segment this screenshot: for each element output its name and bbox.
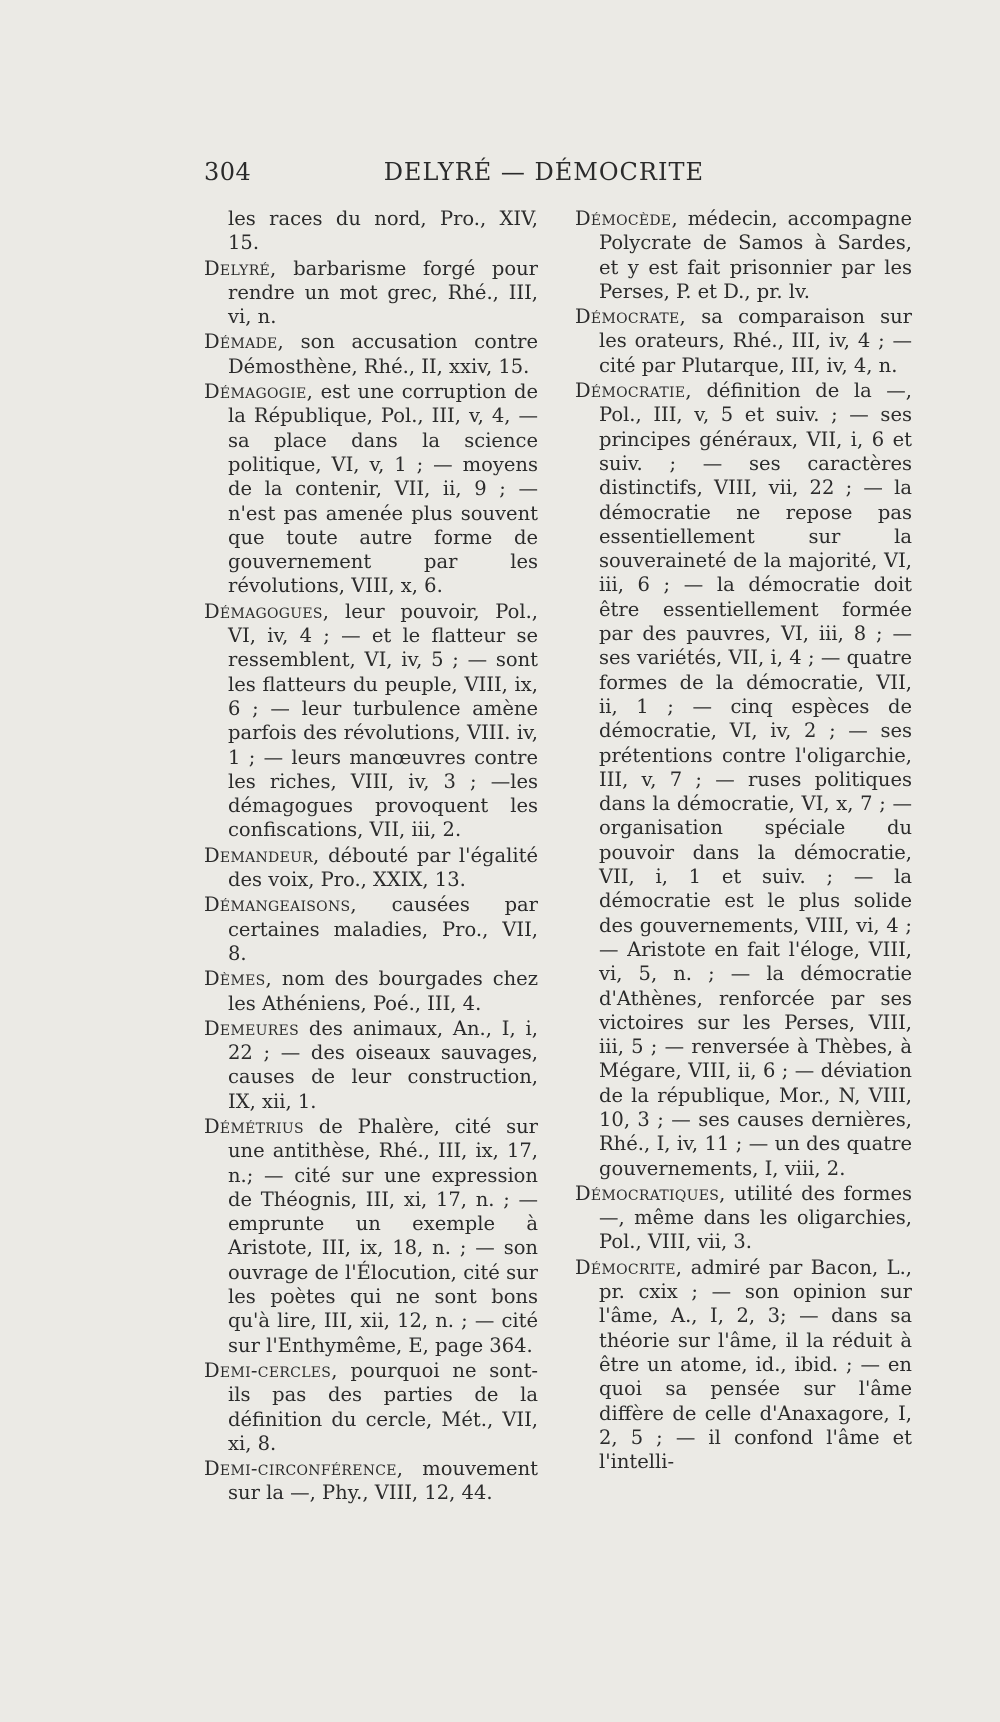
entry-text: sa comparaison sur les orateurs, Rhé., III, iv, 4 ; — cité par Plutarque, III, iv, 4, n. <box>599 305 912 377</box>
index-entry <box>575 1182 912 1255</box>
page-header <box>204 158 704 198</box>
index-entry <box>204 1115 538 1358</box>
entry-text: de Phalère, cité sur une antithèse, Rhé., III, ix, 17, n.; — cité sur une expression de Théognis, III, xi, 17, n. ; — emprunte un exemple à Aristote, III, ix, 18, n. ; — son ouvrage de l'Élocution, cité sur les poètes qui ne sont bons qu'à lire, III, xii, 12, n. ; — cité sur l'Enthymême, E, page 364. <box>228 1114 538 1357</box>
entry-text: des animaux, An., I, i, 22 ; — des oiseaux sauvages, causes de leur construction, IX, xii, 1. <box>228 1016 538 1113</box>
index-entry <box>204 967 538 1016</box>
entry-headword: Démocrate, <box>575 305 687 329</box>
index-entry <box>204 380 538 599</box>
entry-headword: Démagogie, <box>204 380 314 404</box>
index-entry <box>204 257 538 330</box>
entry-text: mouvement sur la —, Phy., VIII, 12, 44. <box>228 1457 538 1505</box>
entry-headword: Démocratiques, <box>575 1181 726 1205</box>
entry-text: utilité des formes —, même dans les oligarchies, Pol., VIII, vii, 3. <box>599 1181 912 1254</box>
entry-headword: Démocrite, <box>575 1255 683 1279</box>
entry-text: causées par certaines maladies, Pro., VII, 8. <box>228 893 538 965</box>
left-column <box>204 207 538 1507</box>
index-entry <box>204 844 538 893</box>
entry-text: pourquoi ne sont-ils pas des parties de la définition du cercle, Mét., VII, xi, 8. <box>228 1358 538 1455</box>
entry-text: définition de la —, Pol., III, v, 5 et suiv. ; — ses principes généraux, VII, i, 6 et suiv. ; — ses caractères distinctifs, VIII, vii, 22 ; — la démocratie ne repose pas essentiellement sur la souveraineté de la majorité, VI, iii, 6 ; — la démocratie doit être essentiellement formée par des pauvres, VI, iii, 8 ; — ses variétés, VII, i, 4 ; — quatre formes de la démocratie, VII, ii, 1 ; — cinq espèces de démocratie, VI, iv, 2 ; — ses prétentions contre l'oligarchie, III, v, 7 ; — ruses politiques dans la démocratie, VI, x, 7 ; — organisation spéciale du pouvoir dans la démocratie, VII, i, 1 et suiv. ; — la démocratie est le plus solide des gouvernements, VIII, vi, 4 ; — Aristote en fait l'éloge, VIII, vi, 5, n. ; — la démocratie d'Athènes, renforcée par ses victoires sur les Perses, VIII, iii, 5 ; — renversée à Thèbes, à Mégare, VIII, ii, 6 ; — déviation de la république, Mor., N, VIII, 10, 3 ; — ses causes dernières, Rhé., I, iv, 11 ; — un des quatre gouvernements, I, viii, 2. <box>599 379 912 1180</box>
page-number: 304 <box>204 158 252 186</box>
entry-text: son accusation contre Démosthène, Rhé., II, xxiv, 15. <box>228 330 538 378</box>
entry-headword: Démocède, <box>575 207 678 230</box>
index-entry <box>204 1359 538 1456</box>
index-entry <box>204 893 538 966</box>
entry-text: leur pouvoir, Pol., VI, iv, 4 ; — et le flatteur se ressemblent, VI, iv, 5 ; — sont les flatteurs du peuple, VIII, ix, 6 ; — leur turbulence amène parfois des révolutions, VIII. iv, 1 ; — leurs manœuvres contre les riches, VIII, iv, 3 ; —les démagogues provoquent les confiscations, VII, iii, 2. <box>228 599 538 842</box>
index-entry <box>575 207 912 304</box>
index-entry <box>575 305 912 378</box>
index-entry <box>575 1256 912 1475</box>
index-entry <box>204 1017 538 1114</box>
entry-headword: Delyré, <box>204 256 277 280</box>
right-column <box>575 207 912 1475</box>
entry-text: barbarisme forgé pour rendre un mot grec, Rhé., III, vi, n. <box>228 256 538 329</box>
entry-headword: Dèmes, <box>204 967 272 991</box>
entry-text: admiré par Bacon, L., pr. cxix ; — son opinion sur l'âme, A., I, 2, 3; — dans sa théorie sur l'âme, il la réduit à être un atome, id., ibid. ; — en quoi sa pensée sur l'âme diffère de celle d'Anaxagore, I, 2, 5 ; — il confond l'âme et l'intelli- <box>599 1255 912 1474</box>
index-entry <box>204 330 538 379</box>
entry-headword: Demandeur, <box>204 843 320 867</box>
index-entry <box>204 1457 538 1506</box>
entry-text: médecin, accompagne Polycrate de Samos à Sardes, et y est fait prisonnier par les Perses, P. et D., pr. lv. <box>599 207 912 303</box>
index-entry <box>575 379 912 1181</box>
entry-headword: Demi-cercles, <box>204 1358 338 1382</box>
running-head: DELYRÉ — DÉMOCRITE <box>383 158 704 186</box>
entry-headword: Démagogues, <box>204 599 330 623</box>
entry-headword: Démade, <box>204 330 285 354</box>
index-entry <box>204 207 538 256</box>
entry-headword: Demeures <box>204 1016 299 1040</box>
entry-text: nom des bourgades chez les Athéniens, Poé., III, 4. <box>228 967 538 1015</box>
entry-headword: Démétrius <box>204 1114 304 1138</box>
entry-headword: Démangeaisons, <box>204 893 357 917</box>
entry-text: les races du nord, Pro., XIV, 15. <box>228 207 538 255</box>
entry-headword: Démocratie, <box>575 379 692 403</box>
entry-text: est une corruption de la République, Pol., III, v, 4, — sa place dans la science politique, VI, v, 1 ; — moyens de la contenir, VII, ii, 9 ; — n'est pas amenée plus souvent que toute autre forme de gouvernement par les révolutions, VIII, x, 6. <box>228 380 538 598</box>
index-entry <box>204 600 538 843</box>
entry-text: débouté par l'égalité des voix, Pro., XXIX, 13. <box>228 843 538 892</box>
entry-headword: Demi-circonférence, <box>204 1457 404 1481</box>
